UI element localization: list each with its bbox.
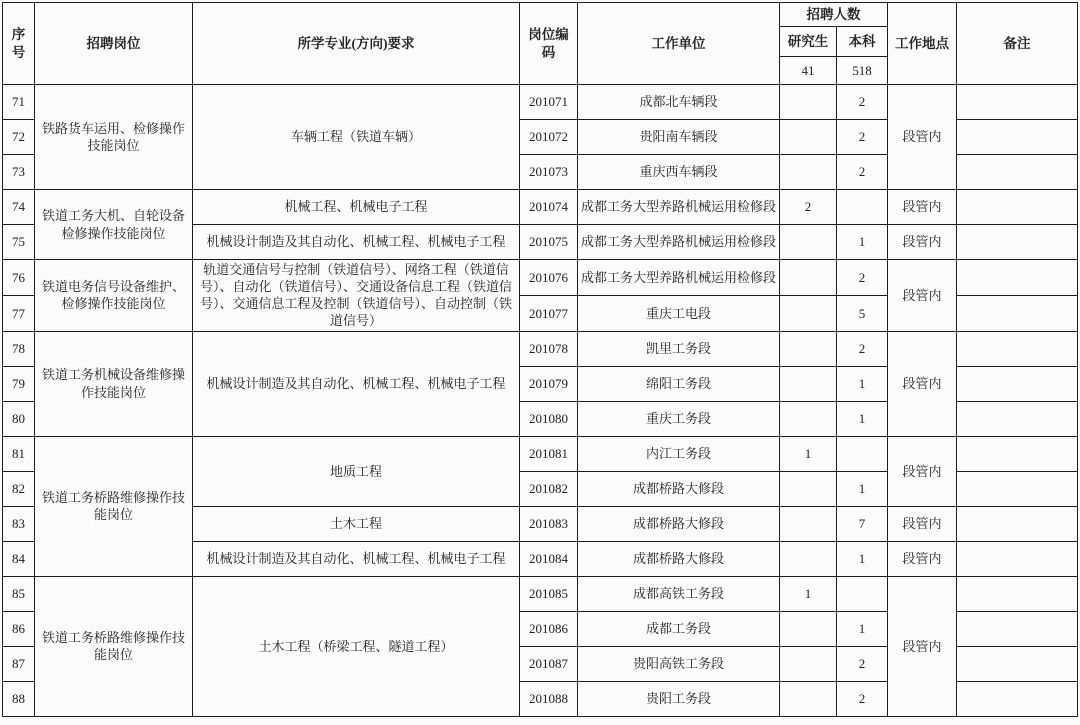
cell-code: 201087 (520, 646, 578, 681)
table-row-71 (3, 85, 1078, 120)
cell-graduate-count (780, 611, 837, 646)
cell-seq: 88 (3, 681, 35, 716)
cell-remark (957, 681, 1078, 716)
cell-seq: 76 (3, 260, 35, 296)
cell-unit: 成都工务大型养路机械运用检修段 (578, 225, 780, 260)
cell-major: 土木工程（桥梁工程、隧道工程） (193, 576, 520, 716)
header-location: 工作地点 (888, 3, 957, 85)
cell-seq: 86 (3, 611, 35, 646)
cell-remark (957, 401, 1078, 436)
cell-undergraduate-count: 2 (837, 646, 888, 681)
cell-undergraduate-count: 2 (837, 85, 888, 120)
cell-graduate-count (780, 295, 837, 331)
cell-graduate-count (780, 681, 837, 716)
cell-major: 轨道交通信号与控制（铁道信号）、网络工程（铁道信号）、自动化（铁道信号）、交通设备信息工程（铁道信号）、交通信息工程及控制（铁道信号）、自动控制（铁道信号） (193, 260, 520, 332)
cell-undergraduate-count: 2 (837, 155, 888, 190)
cell-graduate-count: 1 (780, 576, 837, 611)
cell-undergraduate-count: 1 (837, 366, 888, 401)
cell-unit: 成都桥路大修段 (578, 506, 780, 541)
cell-seq: 82 (3, 471, 35, 506)
cell-graduate-count (780, 471, 837, 506)
cell-major: 机械工程、机械电子工程 (193, 190, 520, 225)
cell-remark (957, 155, 1078, 190)
header-graduate: 研究生 (780, 27, 837, 57)
cell-undergraduate-count (837, 576, 888, 611)
cell-position: 铁路货车运用、检修操作技能岗位 (35, 85, 193, 190)
table-row-81 (3, 436, 1078, 471)
cell-location: 段管内 (888, 436, 957, 506)
cell-remark (957, 576, 1078, 611)
cell-remark (957, 260, 1078, 296)
header-undergraduate: 本科 (837, 27, 888, 57)
cell-graduate-count (780, 225, 837, 260)
cell-unit: 成都工务大型养路机械运用检修段 (578, 190, 780, 225)
cell-remark (957, 225, 1078, 260)
cell-undergraduate-count: 2 (837, 681, 888, 716)
cell-remark (957, 331, 1078, 366)
cell-location: 段管内 (888, 506, 957, 541)
cell-graduate-count (780, 506, 837, 541)
recruitment-table (2, 2, 1078, 717)
cell-unit: 成都工务段 (578, 611, 780, 646)
cell-remark (957, 541, 1078, 576)
cell-position: 铁道工务桥路维修操作技能岗位 (35, 576, 193, 716)
cell-seq: 85 (3, 576, 35, 611)
cell-unit: 绵阳工务段 (578, 366, 780, 401)
cell-seq: 78 (3, 331, 35, 366)
cell-graduate-count (780, 120, 837, 155)
cell-location: 段管内 (888, 576, 957, 716)
header-code: 岗位编码 (520, 3, 578, 85)
cell-undergraduate-count: 1 (837, 471, 888, 506)
cell-undergraduate-count (837, 190, 888, 225)
cell-location: 段管内 (888, 225, 957, 260)
cell-undergraduate-count: 5 (837, 295, 888, 331)
cell-seq: 74 (3, 190, 35, 225)
cell-seq: 72 (3, 120, 35, 155)
cell-code: 201080 (520, 401, 578, 436)
header-graduate-total: 41 (780, 57, 837, 85)
cell-remark (957, 471, 1078, 506)
cell-graduate-count (780, 646, 837, 681)
cell-seq: 81 (3, 436, 35, 471)
cell-unit: 重庆工电段 (578, 295, 780, 331)
cell-position: 铁道工务大机、自轮设备检修操作技能岗位 (35, 190, 193, 260)
cell-undergraduate-count: 1 (837, 611, 888, 646)
header-row-1 (3, 3, 1078, 27)
cell-unit: 成都桥路大修段 (578, 541, 780, 576)
cell-undergraduate-count: 7 (837, 506, 888, 541)
cell-undergraduate-count: 1 (837, 401, 888, 436)
cell-seq: 87 (3, 646, 35, 681)
cell-location: 段管内 (888, 190, 957, 225)
cell-seq: 83 (3, 506, 35, 541)
cell-code: 201083 (520, 506, 578, 541)
cell-remark (957, 646, 1078, 681)
header-remarks: 备注 (957, 3, 1078, 85)
cell-unit: 成都高铁工务段 (578, 576, 780, 611)
header-unit: 工作单位 (578, 3, 780, 85)
cell-remark (957, 611, 1078, 646)
cell-code: 201071 (520, 85, 578, 120)
cell-remark (957, 436, 1078, 471)
cell-major: 土木工程 (193, 506, 520, 541)
cell-remark (957, 506, 1078, 541)
cell-graduate-count: 1 (780, 436, 837, 471)
cell-graduate-count (780, 85, 837, 120)
cell-major: 机械设计制造及其自动化、机械工程、机械电子工程 (193, 225, 520, 260)
header-undergraduate-total: 518 (837, 57, 888, 85)
cell-code: 201076 (520, 260, 578, 296)
cell-graduate-count (780, 331, 837, 366)
cell-major: 地质工程 (193, 436, 520, 506)
header-position: 招聘岗位 (35, 3, 193, 85)
cell-undergraduate-count: 2 (837, 331, 888, 366)
cell-seq: 79 (3, 366, 35, 401)
cell-unit: 成都北车辆段 (578, 85, 780, 120)
cell-unit: 成都工务大型养路机械运用检修段 (578, 260, 780, 296)
cell-code: 201075 (520, 225, 578, 260)
cell-remark (957, 366, 1078, 401)
cell-unit: 贵阳南车辆段 (578, 120, 780, 155)
cell-remark (957, 120, 1078, 155)
cell-seq: 73 (3, 155, 35, 190)
cell-code: 201073 (520, 155, 578, 190)
table-row-74 (3, 190, 1078, 225)
cell-graduate-count (780, 260, 837, 296)
cell-code: 201078 (520, 331, 578, 366)
cell-code: 201072 (520, 120, 578, 155)
cell-undergraduate-count: 2 (837, 260, 888, 296)
cell-location: 段管内 (888, 85, 957, 190)
cell-seq: 80 (3, 401, 35, 436)
cell-unit: 内江工务段 (578, 436, 780, 471)
cell-seq: 75 (3, 225, 35, 260)
cell-graduate-count (780, 155, 837, 190)
cell-unit: 贵阳高铁工务段 (578, 646, 780, 681)
cell-code: 201088 (520, 681, 578, 716)
cell-major: 机械设计制造及其自动化、机械工程、机械电子工程 (193, 541, 520, 576)
cell-seq: 71 (3, 85, 35, 120)
cell-code: 201085 (520, 576, 578, 611)
cell-location: 段管内 (888, 541, 957, 576)
cell-location: 段管内 (888, 331, 957, 436)
cell-unit: 凯里工务段 (578, 331, 780, 366)
cell-remark (957, 295, 1078, 331)
cell-code: 201079 (520, 366, 578, 401)
cell-remark (957, 85, 1078, 120)
cell-graduate-count (780, 401, 837, 436)
cell-code: 201074 (520, 190, 578, 225)
header-recruit-count: 招聘人数 (780, 3, 888, 27)
cell-unit: 重庆西车辆段 (578, 155, 780, 190)
cell-graduate-count (780, 541, 837, 576)
cell-remark (957, 190, 1078, 225)
cell-seq: 84 (3, 541, 35, 576)
cell-code: 201084 (520, 541, 578, 576)
cell-unit: 贵阳工务段 (578, 681, 780, 716)
header-major: 所学专业(方向)要求 (193, 3, 520, 85)
cell-position: 铁道工务桥路维修操作技能岗位 (35, 436, 193, 576)
cell-location: 段管内 (888, 260, 957, 332)
cell-undergraduate-count: 2 (837, 120, 888, 155)
cell-graduate-count: 2 (780, 190, 837, 225)
cell-graduate-count (780, 366, 837, 401)
cell-unit: 成都桥路大修段 (578, 471, 780, 506)
cell-major: 车辆工程（铁道车辆） (193, 85, 520, 190)
cell-position: 铁道电务信号设备维护、检修操作技能岗位 (35, 260, 193, 332)
table-row-85 (3, 576, 1078, 611)
cell-code: 201081 (520, 436, 578, 471)
cell-undergraduate-count: 1 (837, 541, 888, 576)
header-seq: 序号 (3, 3, 35, 85)
cell-undergraduate-count (837, 436, 888, 471)
cell-code: 201086 (520, 611, 578, 646)
cell-major: 机械设计制造及其自动化、机械工程、机械电子工程 (193, 331, 520, 436)
table-row-78 (3, 331, 1078, 366)
cell-code: 201082 (520, 471, 578, 506)
cell-undergraduate-count: 1 (837, 225, 888, 260)
cell-code: 201077 (520, 295, 578, 331)
cell-position: 铁道工务机械设备维修操作技能岗位 (35, 331, 193, 436)
cell-seq: 77 (3, 295, 35, 331)
table-row-76 (3, 260, 1078, 296)
cell-unit: 重庆工务段 (578, 401, 780, 436)
